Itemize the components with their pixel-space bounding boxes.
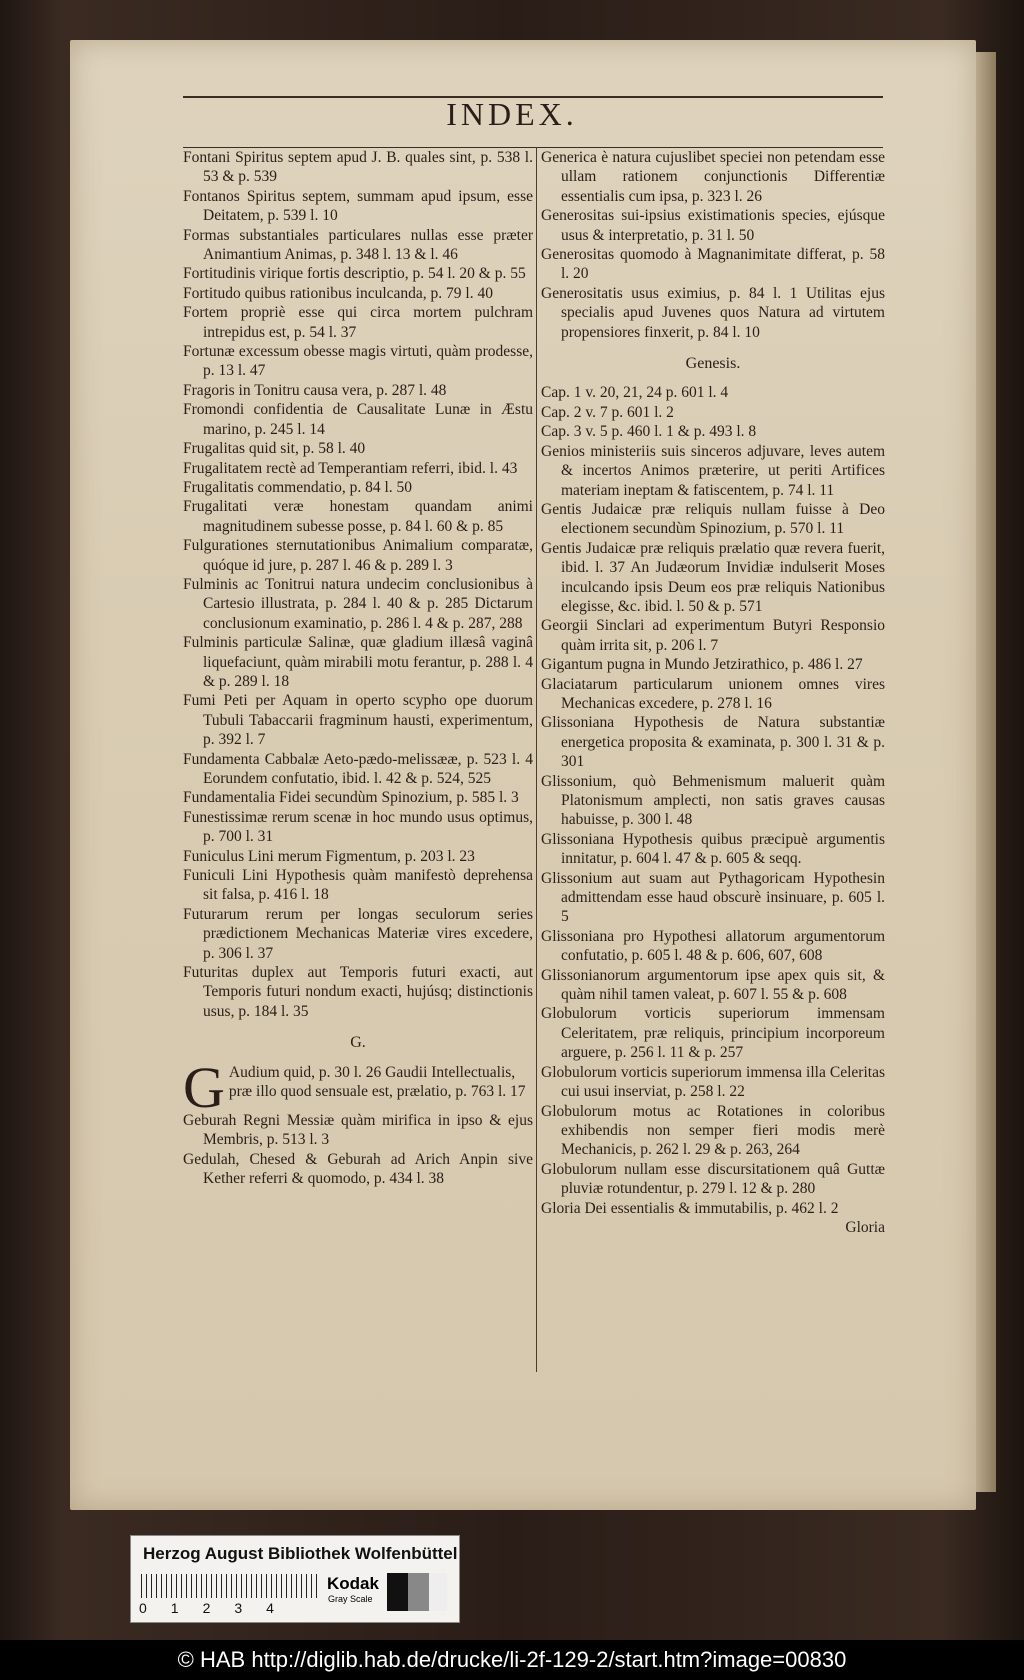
index-entry: Gentis Judaicæ præ reliquis prælatio quæ revera fuerit, ibid. l. 37 An Judæorum Invidiæ indulserit Moses inculcando ipsis Deum eos præ reliquis Nationibus elegisse, &c. ibid. l. 50 & p. 571 xyxy=(541,539,885,615)
left-column xyxy=(183,148,533,1188)
index-entry: Gentis Judaicæ præ reliquis nullam fuisse à Deo electionem secundùm Spinozium, p. 570 l. 11 xyxy=(541,500,885,538)
section-heading-genesis: Genesis. xyxy=(685,355,741,373)
ruler-numbers: 01234 xyxy=(139,1600,298,1616)
index-entry: Fulminis particulæ Salinæ, quæ gladium illæsâ vaginâ liquefaciunt, quàm mirabili motu ferantur, p. 288 l. 4 & p. 289 l. 18 xyxy=(183,634,533,690)
index-entry: Fortem propriè esse qui circa mortem pulchram intrepidus est, p. 54 l. 37 xyxy=(183,304,533,341)
right-entries-continued xyxy=(541,442,885,1218)
kodak-subtitle: Gray Scale xyxy=(328,1594,373,1604)
index-entry: Fortunæ excessum obesse magis virtuti, quàm prodesse, p. 13 l. 47 xyxy=(183,343,533,380)
index-entry: Glissoniana Hypothesis quibus præcipuè argumentis innitatur, p. 604 l. 47 & p. 605 & seqq. xyxy=(541,830,885,868)
index-entry: Futurarum rerum per longas seculorum series prædictionem Mechanicas Materiæ vires excedere, p. 306 l. 37 xyxy=(183,905,533,962)
kodak-logo: Kodak xyxy=(327,1574,379,1593)
index-entry: Fontanos Spiritus septem, summam apud ipsum, esse Deitatem, p. 539 l. 10 xyxy=(183,187,533,225)
index-entry: Glissoniana Hypothesis de Natura substantiæ energetica proposita & examinata, p. 300 l. 31 & p. 301 xyxy=(541,714,885,771)
index-entry: Genios ministeriis suis sinceros adjuvare, leves autem & incertos Animos præterire, ut periti Artifices materiam ineptam & fatiscentem, p. 74 l. 11 xyxy=(541,442,885,499)
index-entry: Futuritas duplex aut Temporis futuri exacti, aut Temporis futuri nondum exacti, hujúsq; distinctionis usus, p. 184 l. 35 xyxy=(183,964,533,1020)
index-entry: Fortitudo quibus rationibus inculcanda, p. 79 l. 40 xyxy=(183,284,493,302)
left-entries xyxy=(183,148,533,1021)
index-entry: Fortitudinis virique fortis descriptio, p. 54 l. 20 & p. 55 xyxy=(183,265,526,283)
index-entry: Fundamentalia Fidei secundùm Spinozium, p. 585 l. 3 xyxy=(183,789,519,807)
index-entry: Fumi Peti per Aquam in operto scypho ope duorum Tubuli Tabaccarii fragminum hausti, experimentum, p. 392 l. 7 xyxy=(183,692,533,749)
index-entry: Gigantum pugna in Mundo Jetzirathico, p. 486 l. 27 xyxy=(541,656,863,674)
index-entry: Glaciatarum particularum unionem omnes vires Mechanicas excedere, p. 278 l. 16 xyxy=(541,675,885,712)
index-entry: Fromondi confidentia de Causalitate Lunæ in Æstu marino, p. 245 l. 14 xyxy=(183,401,533,438)
index-entry: Globulorum vorticis superiorum immensa illa Celeritas cui usui inserviat, p. 258 l. 22 xyxy=(541,1063,885,1101)
library-name: Herzog August Bibliothek Wolfenbüttel xyxy=(143,1544,458,1563)
index-entry: Georgii Sinclari ad experimentum Butyri Responsio quàm irrita sit, p. 206 l. 7 xyxy=(541,617,885,654)
index-entry: Globulorum nullam esse discursitationem quâ Guttæ pluviæ rotundentur, p. 279 l. 12 & p. 280 xyxy=(541,1160,885,1198)
index-entry: Frugalitati veræ honestam quandam animi magnitudinem subesse posse, p. 84 l. 60 & p. 85 xyxy=(183,498,533,535)
index-entry: Glissonium, quò Behmenismum maluerit quàm Platonismum amplecti, non satis graves causas habuisse, p. 300 l. 48 xyxy=(541,772,885,829)
index-entry: Frugalitatis commendatio, p. 84 l. 50 xyxy=(183,478,413,496)
page-title: INDEX. xyxy=(446,96,578,132)
index-entry: Cap. 2 v. 7 p. 601 l. 2 xyxy=(541,403,674,421)
index-entry: Generositas quomodo à Magnanimitate differat, p. 58 l. 20 xyxy=(541,246,885,283)
index-entry: Fundamenta Cabbalæ Aeto-pædo-melissææ, p. 523 l. 4 Eorundem confutatio, ibid. l. 42 & p. 524, 525 xyxy=(183,750,533,787)
index-entry: Glissoniana pro Hypothesi allatorum argumentorum confutatio, p. 605 l. 48 & p. 606, 607, 608 xyxy=(541,927,885,965)
footer-url: © HAB http://diglib.hab.de/drucke/li-2f-129-2/start.htm?image=00830 xyxy=(177,1647,847,1672)
index-entry: Fontani Spiritus septem apud J. B. quales sint, p. 538 l. 53 & p. 539 xyxy=(183,149,533,186)
index-entry: Fragoris in Tonitru causa vera, p. 287 l. 48 xyxy=(183,381,447,399)
adjacent-page-edge xyxy=(974,52,996,1492)
index-entry: Glissonium aut suam aut Pythagoricam Hypothesin admittendam esse haud obscurè insinuare, p. 605 l. 5 xyxy=(541,869,885,926)
g-entries xyxy=(183,1111,533,1189)
index-entry: Cap. 3 v. 5 p. 460 l. 1 & p. 493 l. 8 xyxy=(541,423,757,441)
dropcap-entry-text: Audium quid, p. 30 l. 26 Gaudii Intellectualis, præ illo quod sensuale est, prælatio, p. 763 l. 17 xyxy=(228,1063,526,1101)
index-entry: Glissonianorum argumentorum ipse apex quis sit, & quàm nihil tamen valeat, p. 607 l. 55 & p. 608 xyxy=(541,966,885,1004)
dropcap-entry xyxy=(183,1054,533,1120)
index-entry: Geburah Regni Messiæ quàm mirifica in ipso & ejus Membris, p. 513 l. 3 xyxy=(183,1111,533,1149)
index-entry: Formas substantiales particulares nullas esse præter Animantium Animas, p. 348 l. 13 & l. 46 xyxy=(183,226,533,264)
index-entry: Generica è natura cujuslibet speciei non petendam esse ullam rationem conjunctionis Differentiæ essentialis cum ipsa, p. 323 l. 26 xyxy=(541,149,885,205)
index-entry: Funiculi Lini Hypothesis quàm manifestò deprehensa sit falsa, p. 416 l. 18 xyxy=(183,867,533,904)
right-entries xyxy=(541,148,885,342)
genesis-entries xyxy=(541,383,885,441)
index-entry: Gloria Dei essentialis & immutabilis, p. 462 l. 2 xyxy=(541,1199,839,1217)
index-entry: Generositas sui-ipsius existimationis species, ejúsque usus & interpretatio, p. 31 l. 50 xyxy=(541,207,885,244)
index-entry: Fulminis ac Tonitrui natura undecim conclusionibus à Cartesio illustrata, p. 284 l. 40 & p. 285 Dictarum conclusionum examinatio, p. 286 l. 4 & p. 287, 288 xyxy=(183,575,533,632)
footer-bar xyxy=(0,1640,1024,1680)
right-column xyxy=(541,148,885,1237)
index-entry: Generositatis usus eximius, p. 84 l. 1 Utilitas ejus specialis apud Juvenes quos Natura ad virtutem propensiores finxerit, p. 84 l. 10 xyxy=(541,284,885,341)
dropcap-letter: G xyxy=(183,1054,225,1120)
index-entry: Cap. 1 v. 20, 21, 24 p. 601 l. 4 xyxy=(541,384,729,402)
index-entry: Funestissimæ rerum scenæ in hoc mundo usus optimus, p. 700 l. 31 xyxy=(183,808,533,846)
index-entry: Frugalitas quid sit, p. 58 l. 40 xyxy=(183,440,366,458)
section-heading-g: G. xyxy=(350,1034,366,1052)
library-color-card xyxy=(130,1535,460,1623)
index-entry: Globulorum motus ac Rotationes in coloribus exhibendis non semper fieri modis merè Mechanicis, p. 262 l. 29 & p. 263, 264 xyxy=(541,1102,885,1159)
index-entry: Fulgurationes sternutationibus Animalium comparatæ, quóque id jure, p. 287 l. 46 & p. 289 l. 3 xyxy=(183,537,533,574)
scale-ruler xyxy=(141,1574,321,1598)
column-divider xyxy=(536,147,537,1372)
catchword: Gloria xyxy=(845,1218,885,1236)
index-entry: Frugalitatem rectè ad Temperantiam referri, ibid. l. 43 xyxy=(183,459,518,477)
index-entry: Gedulah, Chesed & Geburah ad Arich Anpin sive Kether referri & quomodo, p. 434 l. 38 xyxy=(183,1150,533,1187)
index-entry: Globulorum vorticis superiorum immensam Celeritatem, præ reliquis, principium incorporeum arguere, p. 256 l. 11 & p. 257 xyxy=(541,1005,885,1062)
grayscale-patches xyxy=(387,1573,447,1611)
index-entry: Funiculus Lini merum Figmentum, p. 203 l. 23 xyxy=(183,847,475,865)
